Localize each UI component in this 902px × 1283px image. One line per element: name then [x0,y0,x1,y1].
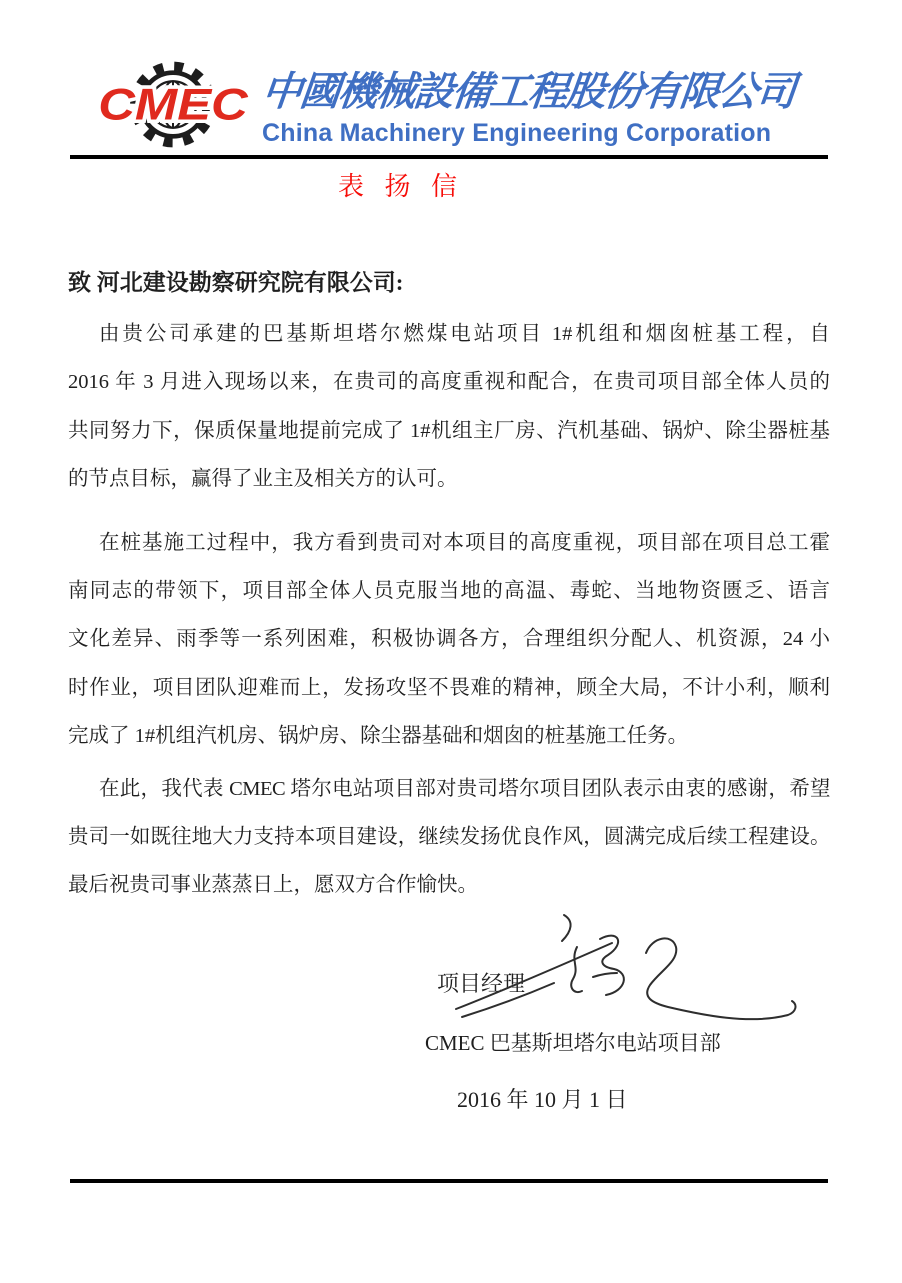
body-line: 共同努力下，保质保量地提前完成了 1#机组主厂房、汽机基础、锅炉、除尘器桩基 [68,419,830,442]
salutation: 致 河北建设勘察研究院有限公司: [68,270,404,295]
body-line: 文化差异、雨季等一系列困难，积极协调各方，合理组织分配人、机资源，24 小 [68,628,830,651]
company-name-english: China Machinery Engineering Corporation [262,119,772,147]
logo-wordmark: CMEC [98,80,249,130]
cmec-logo [92,56,254,157]
paragraph-3 [68,765,830,910]
signer-role: 项目经理 [437,971,526,996]
header-divider [70,155,828,159]
signer-organization: CMEC 巴基斯坦塔尔电站项目部 [425,1031,721,1055]
paragraph-1 [68,310,830,504]
body-line: 最后祝贵司事业蒸蒸日上，愿双方合作愉快。 [68,874,478,897]
body-line: 南同志的带领下，项目部全体人员克服当地的高温、毒蛇、当地物资匮乏、语言 [68,580,830,603]
letter-title: 表 扬 信 [338,172,465,201]
body-line: 完成了 1#机组汽机房、锅炉房、除尘器基础和烟囱的桩基施工任务。 [68,725,689,748]
body-line: 的节点目标，赢得了业主及相关方的认可。 [68,468,458,491]
body-line: 由贵公司承建的巴基斯坦塔尔燃煤电站项目 1#机组和烟囱桩基工程，自 [99,323,830,345]
body-line: 在桩基施工过程中，我方看到贵司对本项目的高度重视，项目部在项目总工霍 [99,531,830,554]
letter-date: 2016 年 10 月 1 日 [457,1087,628,1112]
body-line: 贵司一如既往地大力支持本项目建设，继续发扬优良作风，圆满完成后续工程建设。 [68,826,830,849]
letter-body [68,268,830,910]
letterhead [259,68,802,148]
footer-divider [70,1179,828,1183]
paragraph-2 [68,519,830,761]
body-line: 2016 年 3 月进入现场以来，在贵司的高度重视和配合，在贵司项目部全体人员的 [68,371,830,394]
company-name-chinese: 中國機械設備工程股份有限公司 [259,69,797,114]
handwritten-signature [450,903,810,1038]
body-line: 在此，我代表 CMEC 塔尔电站项目部对贵司塔尔项目团队表示由衷的感谢，希望 [99,777,830,800]
body-line: 时作业，项目团队迎难而上，发扬攻坚不畏难的精神，顾全大局，不计小利，顺利 [68,676,830,699]
